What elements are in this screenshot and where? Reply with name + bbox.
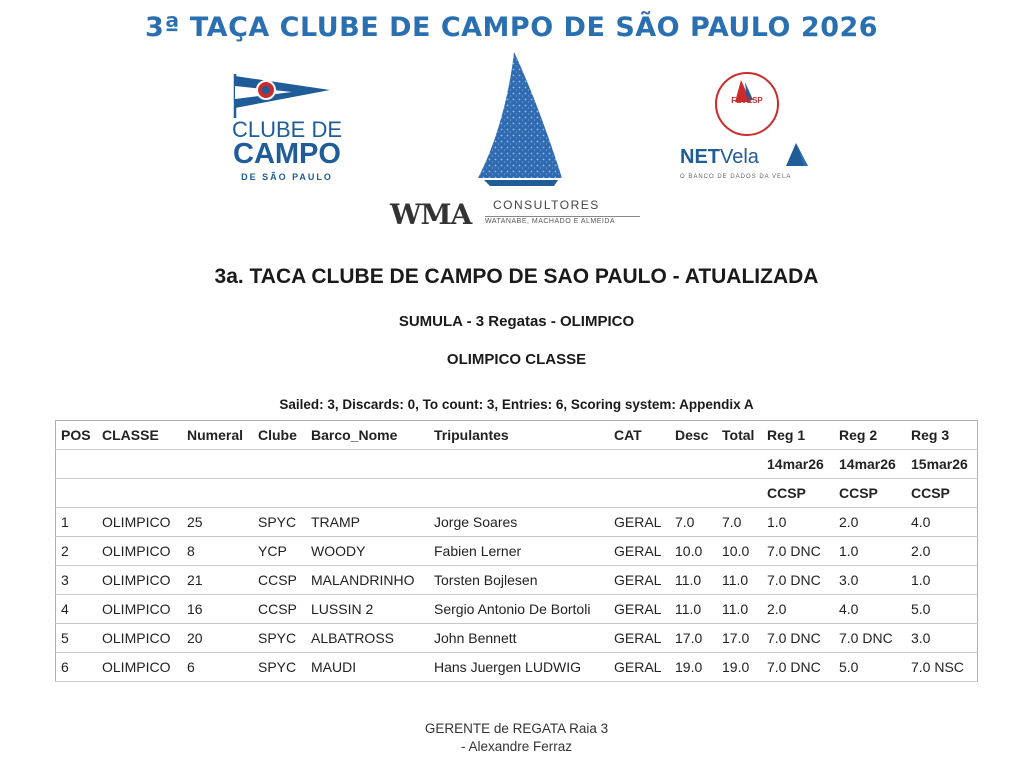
class-title: OLIMPICO CLASSE bbox=[446, 351, 587, 368]
cell-barco: LUSSIN 2 bbox=[306, 595, 429, 624]
cell-reg3: 4.0 bbox=[906, 508, 978, 537]
cell-reg1: 7.0 DNC bbox=[762, 566, 834, 595]
cell-reg2: 5.0 bbox=[834, 653, 906, 682]
cell-desc: 11.0 bbox=[670, 566, 717, 595]
cell-reg3: 3.0 bbox=[906, 624, 978, 653]
cell-numeral: 16 bbox=[182, 595, 253, 624]
cell-total: 11.0 bbox=[717, 566, 762, 595]
cell-cat: GERAL bbox=[609, 566, 670, 595]
fevesp-badge bbox=[715, 72, 779, 136]
header-pos: POS bbox=[56, 421, 98, 450]
header-desc: Desc bbox=[670, 421, 717, 450]
cell-classe: OLIMPICO bbox=[97, 566, 182, 595]
header-classe: CLASSE bbox=[97, 421, 182, 450]
cell-total: 7.0 bbox=[717, 508, 762, 537]
cell-total: 19.0 bbox=[717, 653, 762, 682]
cell-barco: TRAMP bbox=[306, 508, 429, 537]
cell-barco: ALBATROSS bbox=[306, 624, 429, 653]
race-venue: CCSP bbox=[906, 479, 978, 508]
cell-desc: 10.0 bbox=[670, 537, 717, 566]
cell-reg1: 7.0 DNC bbox=[762, 624, 834, 653]
cell-total: 11.0 bbox=[717, 595, 762, 624]
cell-classe: OLIMPICO bbox=[97, 595, 182, 624]
cell-tripulantes: Fabien Lerner bbox=[429, 537, 609, 566]
cell-cat: GERAL bbox=[609, 537, 670, 566]
cell-reg3: 7.0 NSC bbox=[906, 653, 978, 682]
ccsp-logo-line1: CLUBE DE bbox=[231, 117, 343, 142]
cell-pos: 4 bbox=[56, 595, 98, 624]
table-row bbox=[56, 595, 978, 624]
cell-desc: 7.0 bbox=[670, 508, 717, 537]
banner-title: 3ª TAÇA CLUBE DE CAMPO DE SÃO PAULO 2026 bbox=[144, 12, 879, 43]
cell-reg1: 2.0 bbox=[762, 595, 834, 624]
cell-classe: OLIMPICO bbox=[97, 653, 182, 682]
cell-total: 10.0 bbox=[717, 537, 762, 566]
cell-pos: 1 bbox=[56, 508, 98, 537]
cell-barco: WOODY bbox=[306, 537, 429, 566]
wma-line2: WATANABE, MACHADO E ALMEIDA bbox=[485, 216, 640, 225]
cell-clube: YCP bbox=[253, 537, 306, 566]
clube-de-campo-logo bbox=[222, 72, 352, 184]
signature-role: GERENTE de REGATA Raia 3 bbox=[424, 721, 609, 736]
header-numeral: Numeral bbox=[182, 421, 253, 450]
wma-mark: WMA bbox=[390, 198, 472, 231]
cell-classe: OLIMPICO bbox=[97, 624, 182, 653]
table-row bbox=[56, 537, 978, 566]
cell-pos: 3 bbox=[56, 566, 98, 595]
cell-desc: 19.0 bbox=[670, 653, 717, 682]
cell-tripulantes: Sergio Antonio De Bortoli bbox=[429, 595, 609, 624]
cell-reg2: 4.0 bbox=[834, 595, 906, 624]
wma-line1: CONSULTORES bbox=[493, 198, 600, 212]
race-venue: CCSP bbox=[834, 479, 906, 508]
cell-total: 17.0 bbox=[717, 624, 762, 653]
cell-tripulantes: Torsten Bojlesen bbox=[429, 566, 609, 595]
cell-pos: 2 bbox=[56, 537, 98, 566]
race-venue: CCSP bbox=[762, 479, 834, 508]
cell-cat: GERAL bbox=[609, 653, 670, 682]
netvela-tagline: O BANCO DE DADOS DA VELA bbox=[680, 174, 792, 180]
ccsp-logo-line2: CAMPO bbox=[233, 138, 341, 170]
cell-clube: SPYC bbox=[253, 624, 306, 653]
cell-numeral: 20 bbox=[182, 624, 253, 653]
cell-numeral: 8 bbox=[182, 537, 253, 566]
sail-icon bbox=[470, 50, 570, 190]
event-banner bbox=[0, 0, 1023, 240]
table-row bbox=[56, 508, 978, 537]
table-row bbox=[56, 653, 978, 682]
cell-reg3: 2.0 bbox=[906, 537, 978, 566]
netvela-logo bbox=[680, 70, 815, 185]
cell-reg2: 3.0 bbox=[834, 566, 906, 595]
cell-cat: GERAL bbox=[609, 595, 670, 624]
cell-clube: SPYC bbox=[253, 653, 306, 682]
cell-pos: 6 bbox=[56, 653, 98, 682]
header-reg1: Reg 1 bbox=[762, 421, 834, 450]
cell-barco: MALANDRINHO bbox=[306, 566, 429, 595]
race-date: 15mar26 bbox=[906, 450, 978, 479]
cell-numeral: 6 bbox=[182, 653, 253, 682]
cell-barco: MAUDI bbox=[306, 653, 429, 682]
header-barco: Barco_Nome bbox=[306, 421, 429, 450]
results-table bbox=[55, 420, 978, 682]
cell-classe: OLIMPICO bbox=[97, 508, 182, 537]
cell-reg3: 1.0 bbox=[906, 566, 978, 595]
cell-cat: GERAL bbox=[609, 624, 670, 653]
cell-reg1: 1.0 bbox=[762, 508, 834, 537]
cell-reg2: 7.0 DNC bbox=[834, 624, 906, 653]
header-cat: CAT bbox=[609, 421, 670, 450]
header-total: Total bbox=[717, 421, 762, 450]
header-reg3: Reg 3 bbox=[906, 421, 978, 450]
signature-name: - Alexandre Ferraz bbox=[460, 739, 573, 754]
race-venues-row bbox=[56, 479, 978, 508]
netvela-word-bold: NET bbox=[680, 146, 720, 168]
ccsp-logo-line3: DE SÃO PAULO bbox=[241, 172, 333, 182]
header-reg2: Reg 2 bbox=[834, 421, 906, 450]
wma-consultores-logo bbox=[390, 196, 645, 230]
signature-block bbox=[0, 720, 1023, 756]
fevesp-text: FEVESP bbox=[731, 96, 763, 105]
ccsp-pennant-icon bbox=[222, 72, 352, 120]
cell-classe: OLIMPICO bbox=[97, 537, 182, 566]
cell-reg3: 5.0 bbox=[906, 595, 978, 624]
cell-numeral: 21 bbox=[182, 566, 253, 595]
cell-tripulantes: Hans Juergen LUDWIG bbox=[429, 653, 609, 682]
cell-desc: 11.0 bbox=[670, 595, 717, 624]
race-date: 14mar26 bbox=[762, 450, 834, 479]
report-title: 3a. TACA CLUBE DE CAMPO DE SAO PAULO - ATUALIZADA bbox=[214, 265, 819, 288]
netvela-wordmark bbox=[680, 146, 759, 169]
cell-pos: 5 bbox=[56, 624, 98, 653]
cell-reg1: 7.0 DNC bbox=[762, 537, 834, 566]
cell-reg2: 2.0 bbox=[834, 508, 906, 537]
cell-numeral: 25 bbox=[182, 508, 253, 537]
header-tripulantes: Tripulantes bbox=[429, 421, 609, 450]
netvela-sail-icon bbox=[784, 142, 810, 168]
cell-reg2: 1.0 bbox=[834, 537, 906, 566]
cell-reg1: 7.0 DNC bbox=[762, 653, 834, 682]
cell-clube: SPYC bbox=[253, 508, 306, 537]
table-row bbox=[56, 566, 978, 595]
netvela-word-light: Vela bbox=[720, 146, 759, 168]
cell-tripulantes: John Bennett bbox=[429, 624, 609, 653]
cell-cat: GERAL bbox=[609, 508, 670, 537]
report-subtitle: SUMULA - 3 Regatas - OLIMPICO bbox=[398, 313, 635, 330]
series-summary: Sailed: 3, Discards: 0, To count: 3, Entries: 6, Scoring system: Appendix A bbox=[279, 397, 754, 412]
race-dates-row bbox=[56, 450, 978, 479]
cell-clube: CCSP bbox=[253, 595, 306, 624]
race-date: 14mar26 bbox=[834, 450, 906, 479]
cell-desc: 17.0 bbox=[670, 624, 717, 653]
cell-tripulantes: Jorge Soares bbox=[429, 508, 609, 537]
table-row bbox=[56, 624, 978, 653]
cell-clube: CCSP bbox=[253, 566, 306, 595]
header-clube: Clube bbox=[253, 421, 306, 450]
table-header-row bbox=[56, 421, 978, 450]
